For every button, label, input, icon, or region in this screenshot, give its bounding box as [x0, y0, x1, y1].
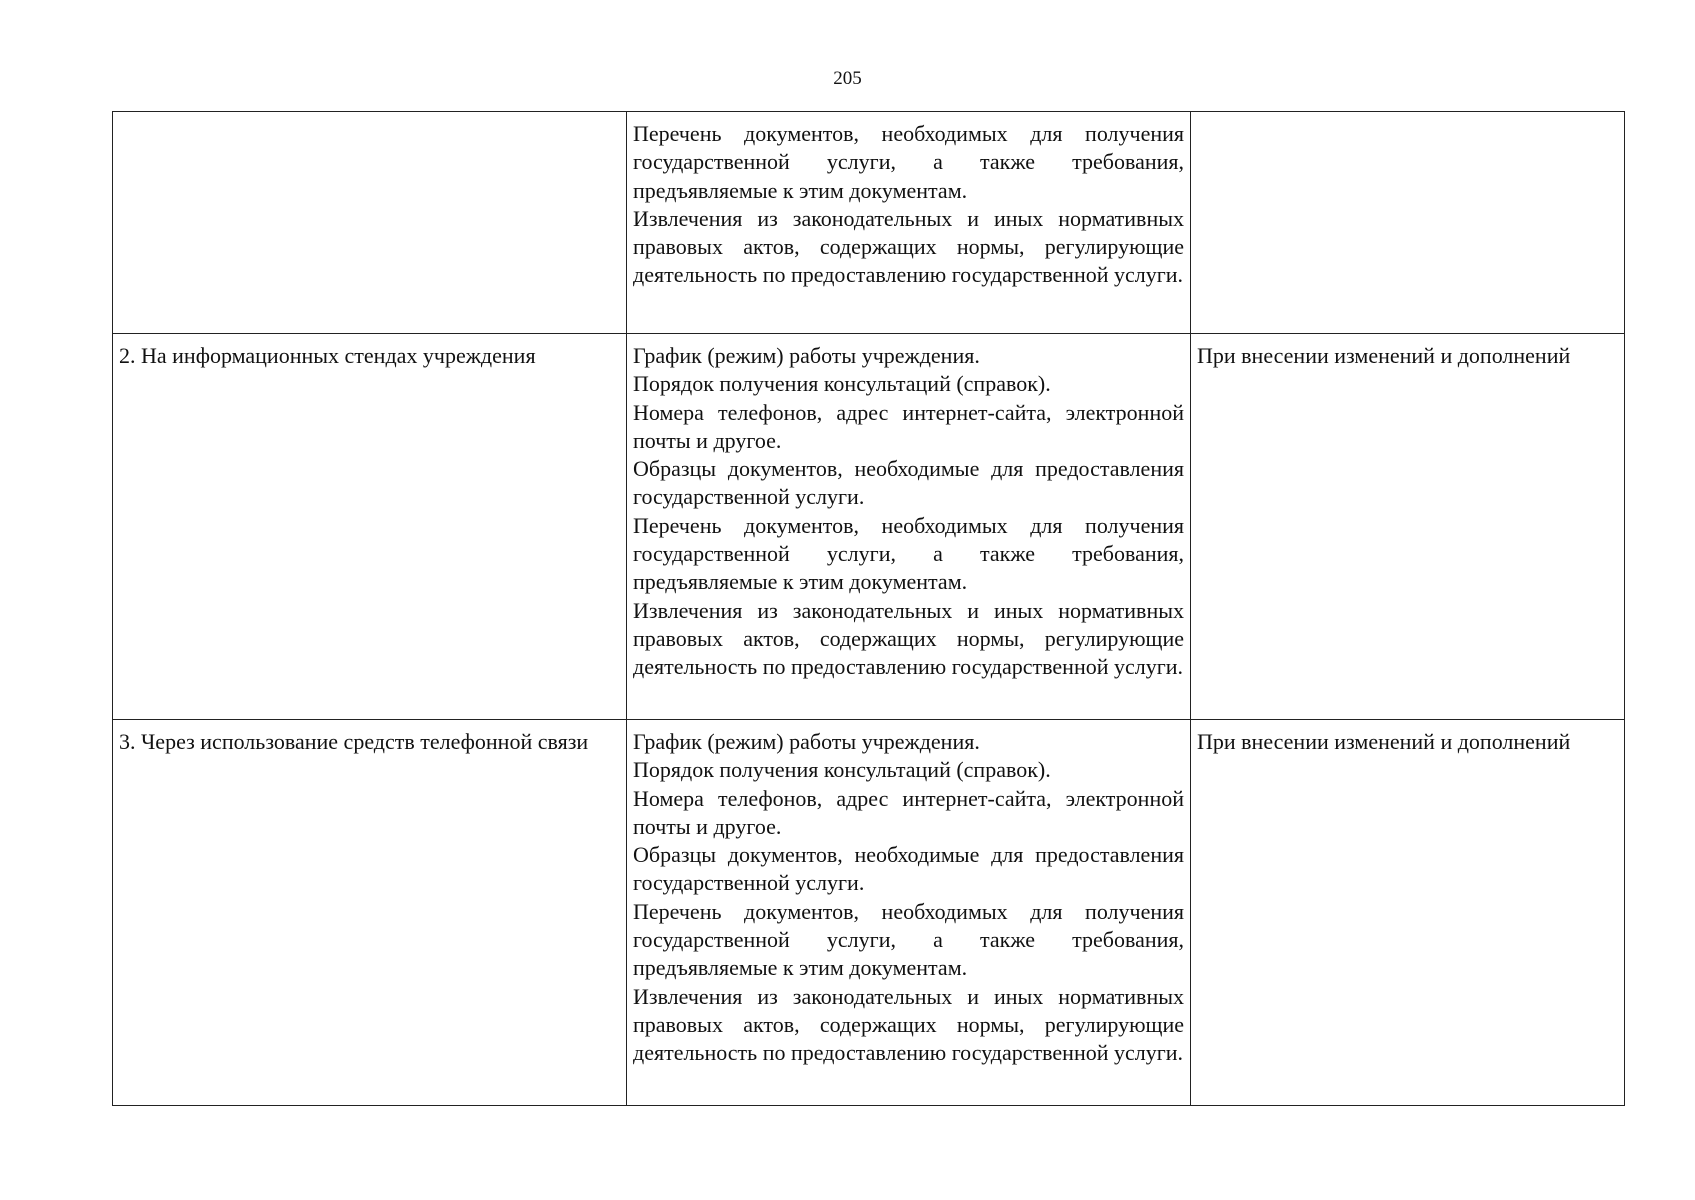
- frequency-cell: При внесении изменений и дополнений: [1191, 720, 1625, 1106]
- channel-cell: [113, 112, 627, 334]
- frequency-cell: При внесении изменений и дополнений: [1191, 334, 1625, 720]
- information-table: [112, 111, 1625, 1106]
- content-item: Перечень документов, необходимых для получения государственной услуги, а также требования, предъявляемые к этим документам.: [633, 512, 1184, 595]
- channel-cell: 2. На информационных стендах учреждения: [113, 334, 627, 720]
- content-item: Порядок получения консультаций (справок).: [633, 757, 1051, 783]
- content-cell: [627, 112, 1191, 334]
- table-row: [113, 720, 1625, 1106]
- channel-cell: 3. Через использование средств телефонной связи: [113, 720, 627, 1106]
- content-cell: [627, 334, 1191, 720]
- content-item: Извлечения из законодательных и иных нормативных правовых актов, содержащих нормы, регулирующие деятельность по предоставлению государственной услуги.: [633, 205, 1184, 288]
- content-item: График (режим) работы учреждения.: [633, 343, 980, 368]
- content-item: Извлечения из законодательных и иных нормативных правовых актов, содержащих нормы, регулирующие деятельность по предоставлению государственной услуги.: [633, 597, 1184, 680]
- table-row: [113, 334, 1625, 720]
- content-item: Номера телефонов, адрес интернет-сайта, электронной почты и другое.: [633, 785, 1184, 839]
- content-item: График (режим) работы учреждения.: [633, 729, 980, 754]
- content-item: Перечень документов, необходимых для получения государственной услуги, а также требования, предъявляемые к этим документам.: [633, 898, 1184, 981]
- content-item: Номера телефонов, адрес интернет-сайта, электронной почты и другое.: [633, 399, 1184, 453]
- page-number: 205: [833, 68, 862, 89]
- table-row: [113, 112, 1625, 334]
- content-cell: [627, 720, 1191, 1106]
- content-item: Перечень документов, необходимых для получения государственной услуги, а также требования, предъявляемые к этим документам.: [633, 121, 1184, 203]
- content-item: Образцы документов, необходимые для предоставления государственной услуги.: [633, 456, 1184, 510]
- frequency-cell: [1191, 112, 1625, 334]
- content-item: Образцы документов, необходимые для предоставления государственной услуги.: [633, 842, 1184, 896]
- content-item: Извлечения из законодательных и иных нормативных правовых актов, содержащих нормы, регулирующие деятельность по предоставлению государственной услуги.: [633, 983, 1184, 1066]
- content-item: Порядок получения консультаций (справок).: [633, 371, 1051, 397]
